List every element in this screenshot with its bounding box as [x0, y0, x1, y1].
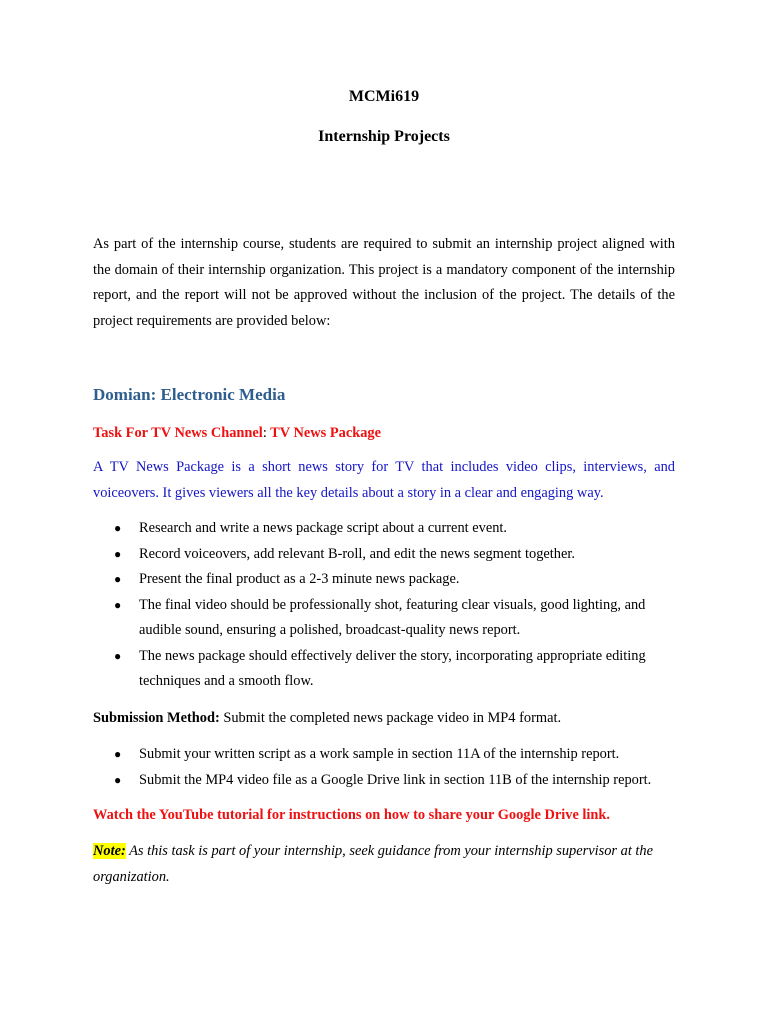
task-heading — [93, 423, 381, 443]
list-item — [93, 567, 675, 593]
list-item-text: Submit the MP4 video file as a Google Drive link in section 11B of the internship report. — [139, 771, 652, 788]
task-label: Task For TV News Channel — [93, 425, 263, 441]
task-requirements-list — [93, 516, 675, 695]
list-item-text: Present the final product as a 2-3 minute news package. — [139, 571, 460, 587]
task-name: TV News Package — [266, 425, 382, 441]
list-item — [93, 516, 675, 542]
bullet-icon: ● — [114, 648, 122, 663]
list-item — [93, 644, 675, 695]
bullet-icon: ● — [114, 572, 122, 586]
bullet-icon: ● — [114, 546, 122, 561]
list-item — [93, 542, 675, 568]
course-code: MCMi619 — [348, 88, 420, 105]
submission-method — [93, 706, 675, 732]
list-item — [93, 593, 675, 644]
intro-paragraph: As part of the internship course, students are required to submit an internship project aligned with the domain of their internship organization. This project is a mandatory component of the internship report, and the report will not be approved without the inclusion of the project. The details of the project requirements are provided below: — [93, 236, 675, 329]
bullet-icon: ● — [114, 521, 122, 535]
list-item-text: The final video should be professionally shot, featuring clear visuals, good lighting, and audible sound, ensuring a polished, broadcast-quality news report. — [139, 596, 646, 638]
list-item-text: Record voiceovers, add relevant B-roll, and edit the news segment together. — [139, 545, 575, 562]
list-item-text: The news package should effectively deliver the story, incorporating appropriate editing techniques and a smooth flow. — [139, 647, 646, 689]
task-description: A TV News Package is a short news story for TV that includes video clips, interviews, and voiceovers. It gives viewers all the key details about a story in a clear and engaging way. — [93, 459, 675, 501]
bullet-icon: ● — [114, 772, 122, 787]
submission-text: Submit the completed news package video in MP4 format. — [219, 710, 562, 726]
list-item-text: Research and write a news package script about a current event. — [139, 520, 507, 536]
tutorial-note: Watch the YouTube tutorial for instructions on how to share your Google Drive link. — [93, 807, 611, 823]
note-text: As this task is part of your internship, seek guidance from your internship supervisor at the organization. — [93, 843, 653, 885]
submission-list — [93, 742, 675, 793]
bullet-icon: ● — [114, 747, 122, 761]
list-item — [93, 768, 675, 794]
document-title: Internship Projects — [318, 128, 450, 145]
list-item — [93, 742, 675, 768]
task-separator: : — [262, 425, 267, 441]
domain-heading: Domian: Electronic Media — [93, 385, 286, 404]
submission-label: Submission Method: — [93, 710, 220, 726]
bullet-icon: ● — [114, 597, 122, 612]
supervisor-note — [93, 839, 675, 890]
note-label: Note: — [93, 843, 126, 859]
list-item-text: Submit your written script as a work sample in section 11A of the internship report. — [139, 746, 620, 762]
